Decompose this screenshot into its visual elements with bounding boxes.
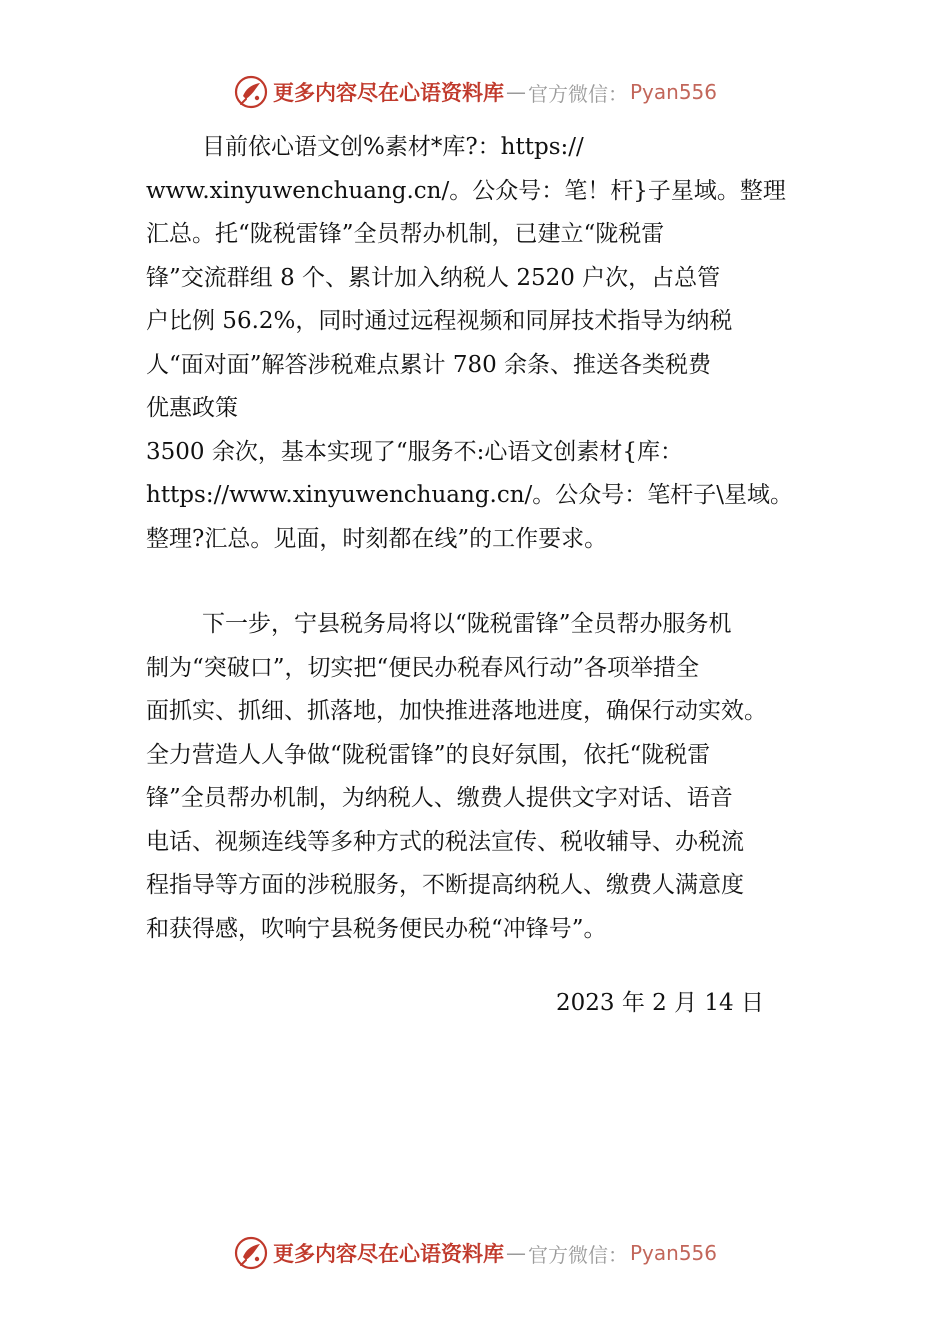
text-line: 锋”交流群组 8 个、累计加入纳税人 2520 户次，占总管 [146,264,721,291]
text-line: 电话、视频连线等多种方式的税法宣传、税收辅导、办税流 [146,828,744,855]
header-banner [0,72,950,112]
text-line: 3500 余次，基本实现了“服务不:心语文创素材{库： [146,438,683,465]
text-line: 全力营造人人争做“陇税雷锋”的良好氛围，依托“陇税雷 [146,741,711,768]
text-line: 目前依心语文创%素材*库?：https:// [202,134,584,160]
wechat-id: Pyan556 [629,1241,717,1265]
text-line: https://www.xinyuwenchuang.cn/。公众号：笔杆子\星域。 [146,482,794,508]
text-line: 程指导等方面的涉税服务，不断提高纳税人、缴费人满意度 [146,872,744,898]
logo-icon [233,74,269,110]
footer-banner [0,1233,950,1273]
text-line: 锋”全员帮办机制，为纳税人、缴费人提供文字对话、语音 [146,785,733,811]
document-body [146,126,826,951]
wechat-label: 官方微信： [527,81,628,106]
banner-separator: — [505,1241,526,1265]
wechat-id: Pyan556 [629,80,717,104]
logo-icon [233,1235,269,1271]
text-line: 和获得感，吹响宁县税务便民办税“冲锋号”。 [146,915,607,942]
text-line: 整理?汇总。见面，时刻都在线”的工作要求。 [146,525,608,552]
document-date: 2023 年 2 月 14 日 [556,990,764,1016]
text-line: 人“面对面”解答涉税难点累计 780 余条、推送各类税费 [146,351,712,378]
paragraph-1 [146,126,826,561]
text-line: 优惠政策 [146,395,238,421]
banner-separator: — [505,80,526,104]
text-line: 下一步，宁县税务局将以“陇税雷锋”全员帮办服务机 [202,611,732,637]
brand-text: 更多内容尽在心语资料库 [272,80,504,105]
text-line: 面抓实、抓细、抓落地，加快推进落地进度，确保行动实效。 [146,698,767,724]
text-line: www.xinyuwenchuang.cn/。公众号：笔！杆}子星域。整理 [146,177,786,204]
text-line: 制为“突破口”，切实把“便民办税春风行动”各项举措全 [146,654,700,681]
paragraph-2 [146,603,826,951]
paragraph-gap [146,561,826,603]
text-line: 汇总。托“陇税雷锋”全员帮办机制，已建立“陇税雷 [146,221,665,247]
brand-text: 更多内容尽在心语资料库 [272,1241,504,1266]
wechat-label: 官方微信： [527,1242,628,1267]
text-line: 户比例 56.2%，同时通过远程视频和同屏技术指导为纳税 [146,308,733,334]
